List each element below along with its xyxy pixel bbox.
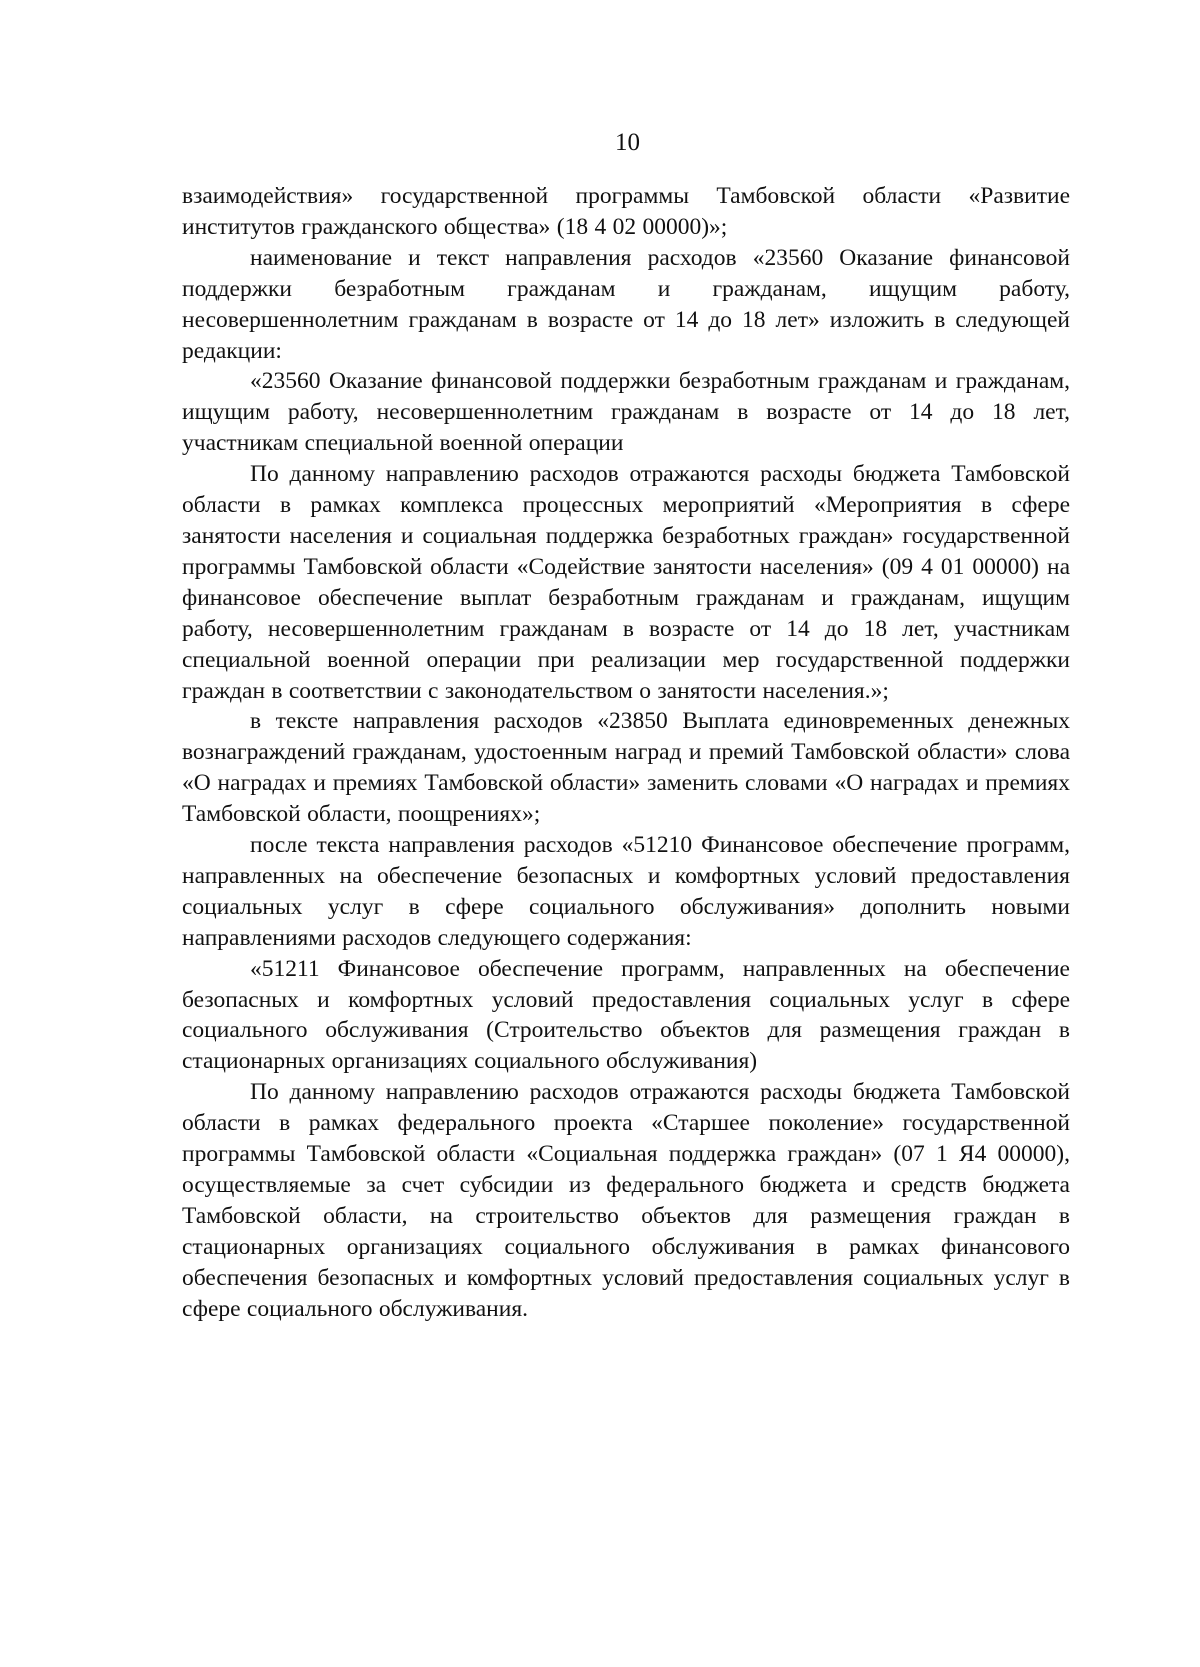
document-body [182,181,1070,1325]
paragraph: «23560 Оказание финансовой поддержки безработным гражданам и гражданам, ищущим работу, несовершеннолетним гражданам в возрасте от 14 до 18 лет, участникам специальной военной операции [182,368,1070,457]
paragraph: в тексте направления расходов «23850 Выплата единовременных денежных вознаграждений гражданам, удостоенным наград и премий Тамбовской области» слова «О наградах и премиях Тамбовской области» заменить словами «О наградах и премиях Тамбовской области, поощрениях»; [182,708,1070,828]
paragraph: «51211 Финансовое обеспечение программ, направленных на обеспечение безопасных и комфортных условий предоставления социальных услуг в сфере социального обслуживания (Строительство объектов для размещения граждан в стационарных организациях социального обслуживания) [182,955,1070,1075]
paragraph: По данному направлению расходов отражаются расходы бюджета Тамбовской области в рамках федерального проекта «Старшее поколение» государственной программы Тамбовской области «Социальная поддержка граждан» (07 1 Я4 00000), осуществляемые за счет субсидии из федерального бюджета и средств бюджета Тамбовской области, на строительство объектов для размещения граждан в стационарных организациях социального обслуживания в рамках финансового обеспечения безопасных и комфортных условий предоставления социальных услуг в сфере социального обслуживания. [182,1079,1070,1322]
paragraph: после текста направления расходов «51210 Финансовое обеспечение программ, направленных на обеспечение безопасных и комфортных условий предоставления социальных услуг в сфере социального обслуживания» дополнить новыми направлениями расходов следующего содержания: [182,832,1070,951]
paragraph-continuation: взаимодействия» государственной программы Тамбовской области «Развитие институтов гражданского общества» (18 4 02 00000)»; [182,183,1070,240]
page-number: 10 [615,129,640,156]
paragraph: наименование и текст направления расходов «23560 Оказание финансовой поддержки безработным гражданам и гражданам, ищущим работу, несовершеннолетним гражданам в возрасте от 14 до 18 лет» изложить в следующей редакции: [182,244,1070,364]
paragraph: По данному направлению расходов отражаются расходы бюджета Тамбовской области в рамках комплекса процессных мероприятий «Мероприятия в сфере занятости населения и социальная поддержка безработных граждан» государственной программы Тамбовской области «Содействие занятости населения» (09 4 01 00000) на финансовое обеспечение выплат безработным гражданам и гражданам, ищущим работу, несовершеннолетним гражданам в возрасте от 14 до 18 лет, участникам специальной военной операции при реализации мер государственной поддержки граждан в соответствии с законодательством о занятости населения.»; [182,461,1070,704]
